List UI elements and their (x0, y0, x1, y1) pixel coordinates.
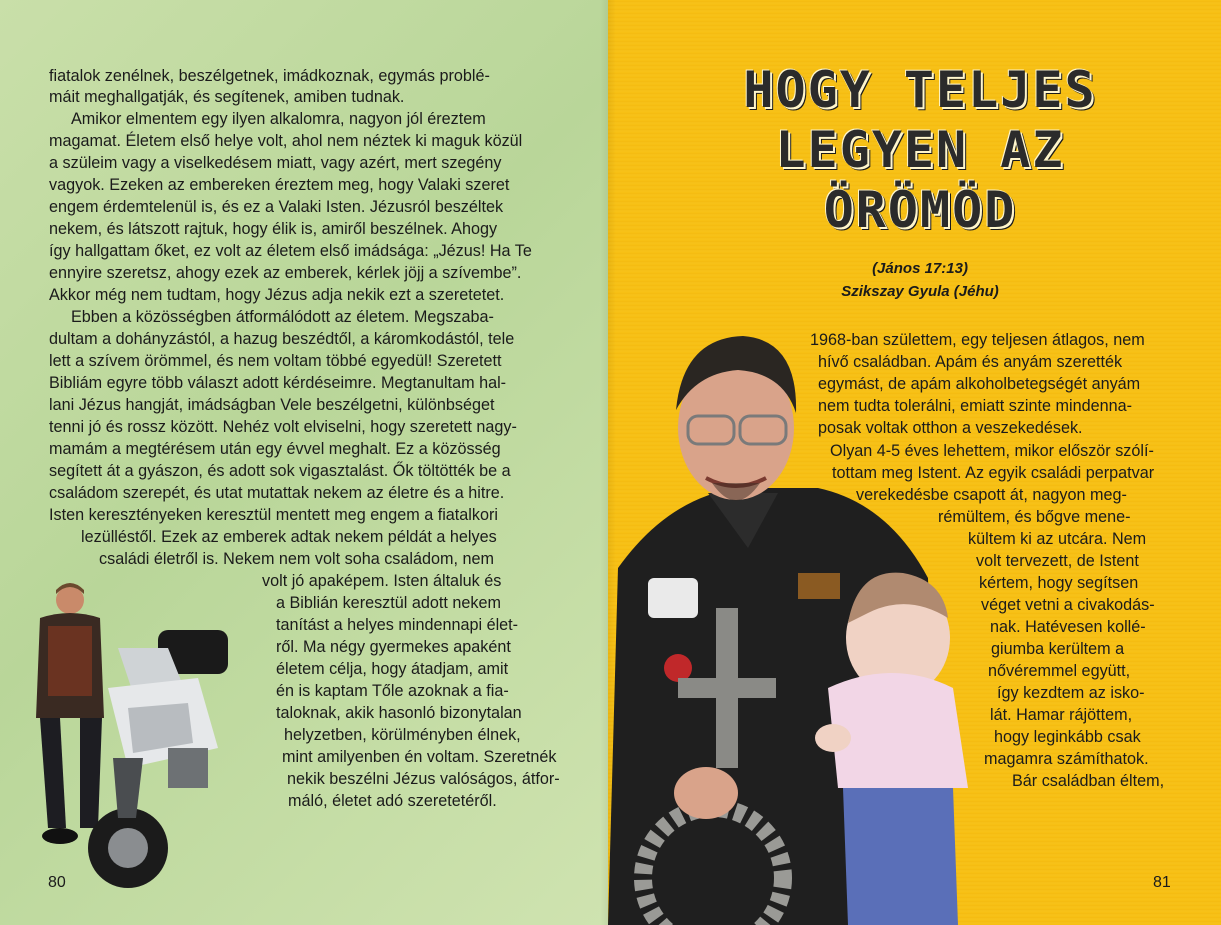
text-line: ről. Ma négy gyermekes apaként (276, 638, 511, 656)
text-line: máit meghallgatják, és segítenek, amiben tudnak. (49, 88, 405, 106)
text-line: kültem ki az utcára. Nem (968, 530, 1147, 548)
text-line: véget vetni a civakodás- (981, 596, 1155, 614)
text-line: így kezdtem az isko- (997, 684, 1145, 702)
text-line: helyzetben, körülményben élnek, (284, 726, 521, 744)
title-line: ÖRÖMÖD (823, 181, 1017, 239)
text-line: 1968-ban születtem, egy teljesen átlagos, nem (810, 331, 1145, 349)
author-name: Szikszay Gyula (Jéhu) (841, 283, 999, 300)
text-line: mamám a megtérésem után egy évvel meghalt. Ez a közösség (49, 440, 501, 458)
text-line: nem tudta tolerálni, emiatt szinte mindenna- (818, 397, 1133, 415)
text-line: magamat. Életem első helye volt, ahol nem néztek ki maguk közül (49, 132, 523, 150)
text-line: Olyan 4-5 éves lehettem, mikor először szólí- (830, 442, 1154, 460)
text-line: a szüleim vagy a viselkedésem miatt, vagy azért, mert szegény (49, 154, 502, 172)
text-line: rémültem, és bőgve mene- (938, 508, 1131, 526)
page-number-right: 81 (1153, 874, 1171, 891)
text-line: nak. Hatévesen kollé- (990, 618, 1146, 636)
text-line: posak voltak otthon a veszekedések. (818, 419, 1083, 437)
text-line: tottam meg Istent. Az egyik családi perpatvar (832, 464, 1155, 482)
text-line: hogy leginkább csak (994, 728, 1141, 746)
text-line: egymást, de apám alkoholbetegségét anyám (818, 375, 1141, 393)
text-line: nővéremmel együtt, (988, 662, 1131, 680)
text-line: máló, életet adó szeretetéről. (288, 792, 497, 810)
text-line: lát. Hamar rájöttem, (990, 706, 1133, 724)
text-line: nekik beszélni Jézus valóságos, átfor- (287, 770, 560, 788)
text-line: engem érdemtelenül is, és ez a Valaki Isten. Jézusról beszéltek (49, 198, 504, 216)
text-line: így hallgattam őket, ez volt az életem első imádsága: „Jézus! Ha Te (49, 242, 532, 260)
text-line: én is kaptam Tőle azoknak a fia- (276, 682, 509, 700)
text-line: tanítást a helyes mindennapi élet- (276, 616, 519, 634)
text-line: mint amilyenben én voltam. Szeretnék (282, 748, 557, 766)
text-line: volt jó apaképem. Isten általuk és (262, 572, 502, 590)
text-line: életem célja, hogy átadjam, amit (276, 660, 509, 678)
text-line: segített át a gyászon, és adott sok vigasztalást. Ők töltötték be a (49, 462, 511, 480)
text-line: családi életről is. Nekem nem volt soha családom, nem (99, 550, 494, 568)
page-number-left: 80 (48, 874, 66, 891)
title-line: HOGY TELJES (743, 61, 1097, 119)
text-line: lett a szívem örömmel, és nem voltam többé egyedül! Szeretett (49, 352, 502, 370)
text-line: fiatalok zenélnek, beszélgetnek, imádkoznak, egymás problé- (49, 67, 490, 85)
text-line: lezülléstől. Ezek az emberek adtak nekem példát a helyes (81, 528, 497, 546)
text-line: Bibliám egyre több választ adott kérdéseimre. Megtanultam hal- (49, 374, 507, 392)
text-line: dultam a dohányzástól, a hazug beszédtől, a káromkodástól, tele (49, 330, 515, 348)
text-line: Bár családban éltem, (1012, 772, 1165, 790)
text-line: verekedésbe csapott át, nagyon meg- (856, 486, 1127, 504)
text-line: kértem, hogy segítsen (979, 574, 1139, 592)
text-line: lani Jézus hangját, imádságban Vele beszélgetni, különbséget (49, 396, 495, 414)
text-line: Ebben a közösségben átformálódott az életem. Megszaba- (71, 308, 494, 326)
text-line: tenni jó és rossz között. Nehéz volt elviselni, hogy szeretett nagy- (49, 418, 517, 436)
text-line: nekem, és látszott rajtuk, hogy élik is, amiről beszélnek. Ahogy (49, 220, 498, 238)
text-line: ennyire szeretsz, ahogy ezek az emberek, kérlek jöjj a szívembe”. (49, 264, 522, 282)
text-line: taloknak, akik hasonló bizonytalan (276, 704, 522, 722)
text-line: volt tervezett, de Istent (976, 552, 1139, 570)
title-line: LEGYEN AZ (775, 121, 1065, 179)
text-line: giumba kerültem a (991, 640, 1125, 658)
text-line: a Biblián keresztül adott nekem (276, 594, 501, 612)
text-line: magamra számíthatok. (984, 750, 1149, 768)
text-line: vagyok. Ezeken az embereken éreztem meg, hogy Valaki szeret (49, 176, 510, 194)
text-line: Isten keresztényeken keresztül mentett meg engem a fiatalkori (49, 506, 498, 524)
text-line: családom szerepét, és utat mutattak nekem az életre és a hitre. (49, 484, 505, 502)
text-line: Amikor elmentem egy ilyen alkalomra, nagyon jól éreztem (71, 110, 486, 128)
motorcycle-photo (18, 578, 258, 925)
text-line: hívő családban. Apám és anyám szerették (818, 353, 1123, 371)
text-line: Akkor még nem tudtam, hogy Jézus adja nekik ezt a szeretetet. (49, 286, 505, 304)
bible-reference: (János 17:13) (872, 260, 968, 277)
